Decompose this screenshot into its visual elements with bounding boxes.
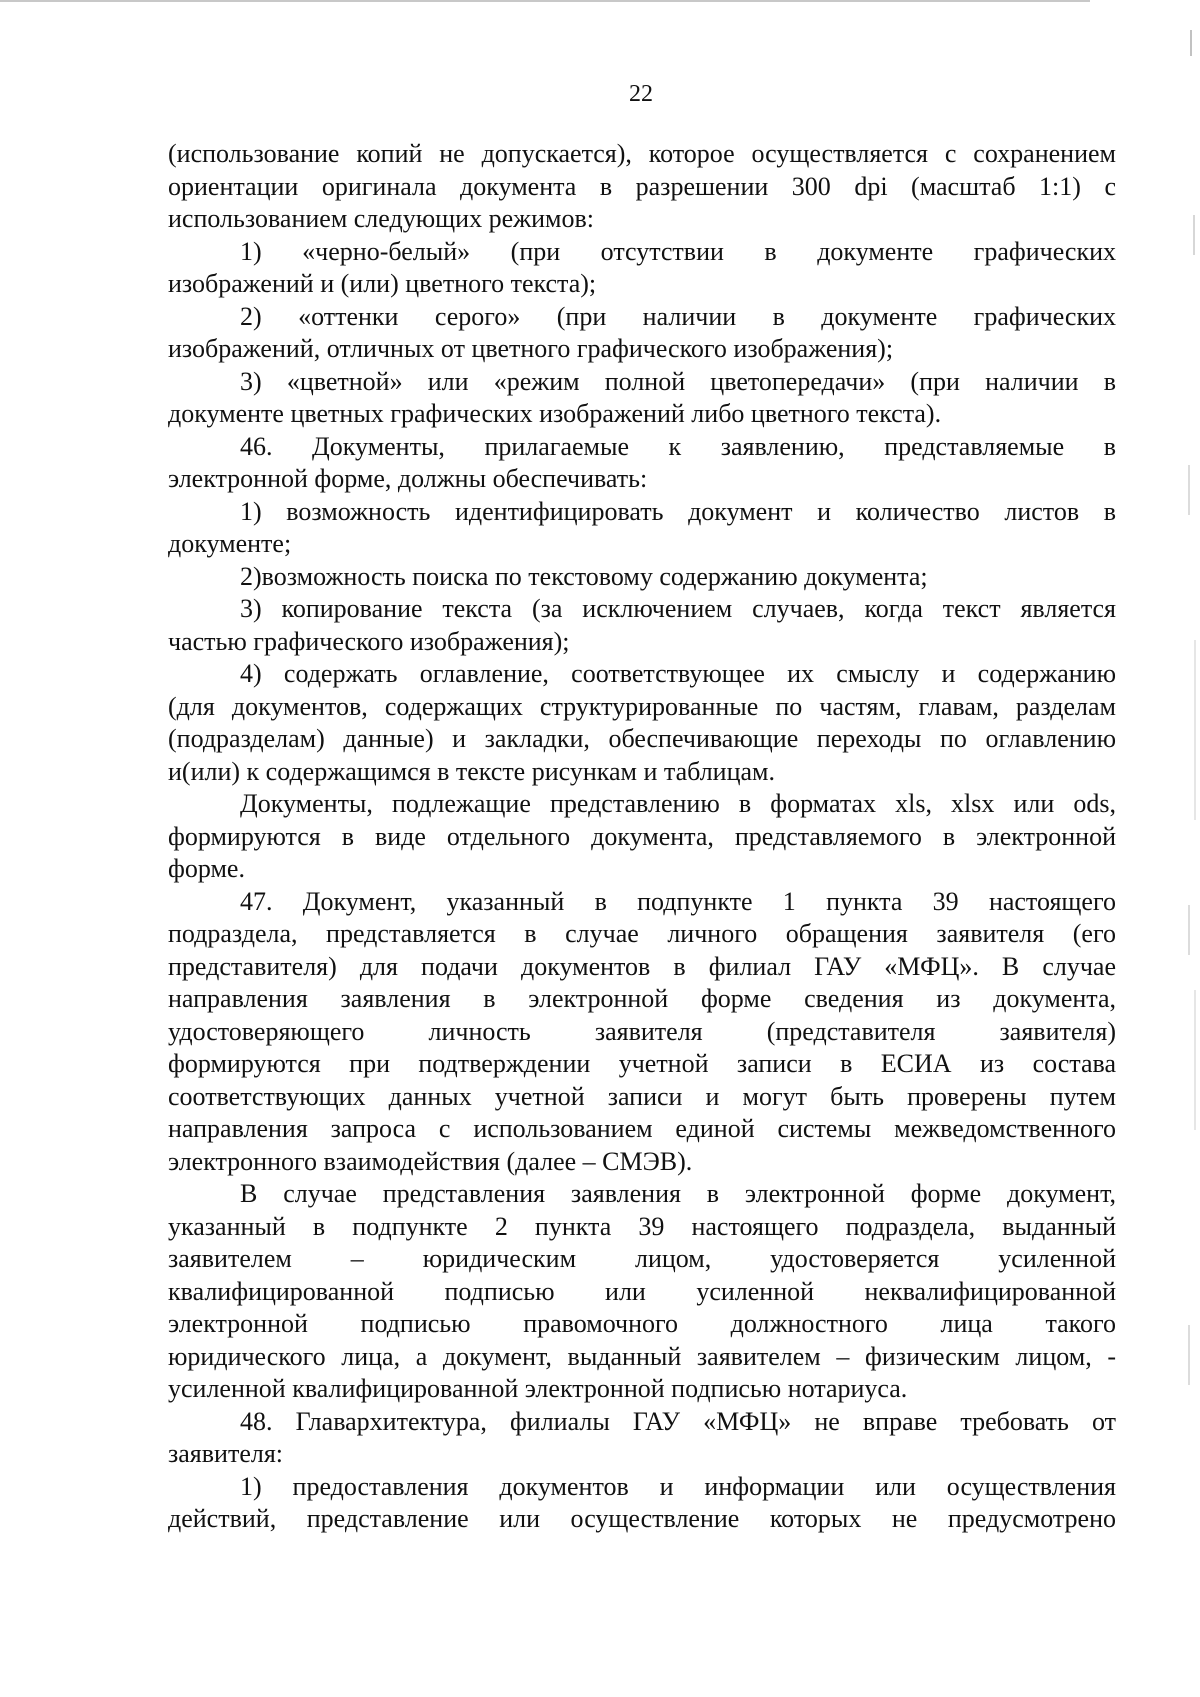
page-number: 22: [629, 81, 653, 107]
text-line: 47. Документ, указанный в подпункте 1 пункта 39 настоящего: [240, 886, 1116, 916]
text-line: 46. Документы, прилагаемые к заявлению, представляемые в: [240, 431, 1116, 461]
text-line: электронного взаимодействия (далее – СМЭВ).: [168, 1146, 693, 1176]
text-line: электронной форме, должны обеспечивать:: [168, 464, 648, 493]
text-line: частью графического изображения);: [168, 626, 570, 656]
scan-edge-line: [0, 0, 1090, 2]
text-line: направления заявления в электронной форме сведения из документа,: [168, 984, 1116, 1013]
text-line: ориентации оригинала документа в разрешении 300 dpi (масштаб 1:1) с: [168, 171, 1116, 201]
text-line: документе цветных графических изображений либо цветного текста).: [168, 399, 942, 428]
text-line: 2)возможность поиска по текстовому содержанию документа;: [240, 561, 928, 591]
text-line: Документы, подлежащие представлению в форматах xls, xlsx или ods,: [240, 789, 1116, 818]
text-line: квалифицированной подписью или усиленной неквалифицированной: [168, 1276, 1116, 1306]
text-line: действий, представление или осуществление которых не предусмотрено: [168, 1504, 1116, 1533]
text-line: направления запроса с использованием единой системы межведомственного: [168, 1114, 1116, 1143]
text-line: В случае представления заявления в электронной форме документ,: [240, 1179, 1116, 1208]
text-line: подраздела, представляется в случае личного обращения заявителя (его: [168, 919, 1116, 948]
text-line: формируются в виде отдельного документа, представляемого в электронной: [168, 821, 1116, 851]
text-line: указанный в подпункте 2 пункта 39 настоящего подраздела, выданный: [168, 1211, 1116, 1241]
text-line: представителя) для подачи документов в филиал ГАУ «МФЦ». В случае: [168, 951, 1116, 981]
scan-mark: [1194, 990, 1196, 1130]
text-line: (для документов, содержащих структурированные по частям, главам, разделам: [168, 691, 1116, 721]
document-body-text: [168, 138, 1116, 1536]
text-line: 4) содержать оглавление, соответствующее их смыслу и содержанию: [240, 659, 1116, 688]
text-line: формируются при подтверждении учетной записи в ЕСИА из состава: [168, 1049, 1116, 1078]
scan-mark: [1188, 465, 1190, 515]
text-line: (использование копий не допускается), которое осуществляется с сохранением: [168, 139, 1116, 168]
text-line: использованием следующих режимов:: [168, 204, 594, 233]
scan-mark: [1194, 640, 1196, 820]
text-line: 3) «цветной» или «режим полной цветопередачи» (при наличии в: [240, 366, 1116, 396]
scan-mark: [1190, 30, 1192, 56]
text-line: изображений и (или) цветного текста);: [168, 269, 597, 298]
text-line: 3) копирование текста (за исключением случаев, когда текст является: [240, 594, 1116, 623]
text-line: заявителем – юридическим лицом, удостоверяется усиленной: [168, 1244, 1116, 1273]
scan-mark: [1188, 1325, 1190, 1385]
text-line: юридического лица, а документ, выданный заявителем – физическим лицом, -: [168, 1341, 1116, 1371]
text-line: 1) «черно-белый» (при отсутствии в документе графических: [240, 236, 1116, 266]
text-line: документе;: [168, 529, 292, 558]
scan-mark: [1188, 905, 1190, 955]
scan-mark: [1193, 215, 1195, 255]
text-line: (подразделам) данные) и закладки, обеспечивающие переходы по оглавлению: [168, 724, 1116, 753]
text-line: 1) возможность идентифицировать документ и количество листов в: [240, 496, 1116, 526]
text-line: 2) «оттенки серого» (при наличии в документе графических: [240, 301, 1116, 331]
text-line: 48. Главархитектура, филиалы ГАУ «МФЦ» не вправе требовать от: [240, 1406, 1116, 1436]
text-line: соответствующих данных учетной записи и могут быть проверены путем: [168, 1081, 1116, 1111]
text-line: изображений, отличных от цветного графического изображения);: [168, 334, 894, 363]
text-line: усиленной квалифицированной электронной подписью нотариуса.: [168, 1374, 908, 1403]
text-line: и(или) к содержащимся в тексте рисункам и таблицам.: [168, 756, 775, 786]
text-line: заявителя:: [168, 1439, 284, 1468]
text-line: электронной подписью правомочного должностного лица такого: [168, 1309, 1116, 1338]
text-line: форме.: [168, 854, 245, 883]
text-line: 1) предоставления документов и информации или осуществления: [240, 1471, 1116, 1501]
text-line: удостоверяющего личность заявителя (представителя заявителя): [168, 1016, 1116, 1046]
